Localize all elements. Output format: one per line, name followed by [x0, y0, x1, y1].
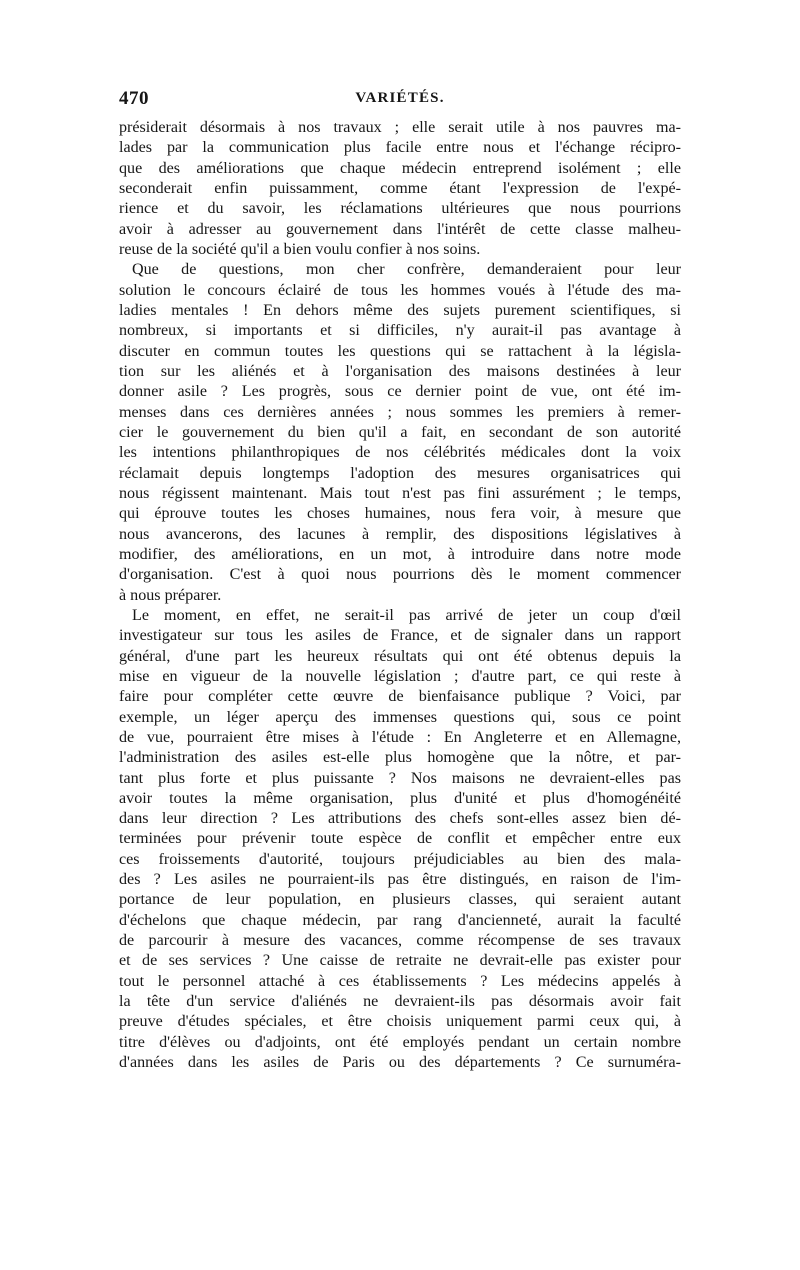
page-number: 470 [119, 88, 149, 109]
text-line: Que de questions, mon cher confrère, demanderaient pour leur [132, 261, 681, 279]
text-line: reuse de la société qu'il a bien voulu confier à nos soins. [119, 240, 481, 258]
body-text [119, 118, 681, 1073]
text-line: tant plus forte et plus puissante ? Nos maisons ne devraient-elles pas [119, 769, 681, 787]
text-line: cier le gouvernement du bien qu'il a fait, en secondant de son autorité [119, 423, 681, 441]
text-line: seconderait enfin puissamment, comme étant l'expression de l'expé- [119, 179, 681, 197]
text-line: preuve d'études spéciales, et être choisis uniquement parmi ceux qui, à [119, 1013, 681, 1031]
text-line: d'organisation. C'est à quoi nous pourrions dès le moment commencer [119, 566, 681, 584]
text-line: nous avancerons, des lacunes à remplir, des dispositions législatives à [119, 525, 681, 543]
text-line: d'échelons que chaque médecin, par rang d'ancienneté, aurait la faculté [119, 911, 681, 929]
text-line: rience et du savoir, les réclamations ultérieures que nous pourrions [119, 200, 681, 218]
text-line: faire pour compléter cette œuvre de bienfaisance publique ? Voici, par [119, 688, 681, 706]
text-line: portance de leur population, en plusieurs classes, qui seraient autant [119, 891, 681, 909]
text-line: des ? Les asiles ne pourraient-ils pas être distingués, en raison de l'im- [119, 871, 681, 889]
text-line: discuter en commun toutes les questions qui se rattachent à la législa- [119, 342, 681, 360]
text-line: à nous préparer. [119, 586, 222, 604]
page-header [119, 88, 681, 116]
text-line: l'administration des asiles est-elle plus homogène que la nôtre, et par- [119, 749, 681, 767]
text-line: présiderait désormais à nos travaux ; elle serait utile à nos pauvres ma- [119, 119, 681, 136]
text-line: investigateur sur tous les asiles de France, et de signaler dans un rapport [119, 627, 681, 645]
book-page [119, 88, 681, 1073]
text-line: réclamait depuis longtemps l'adoption des mesures organisatrices qui [119, 464, 681, 482]
text-line: que des améliorations que chaque médecin entreprend isolément ; elle [119, 159, 681, 177]
text-line: les intentions philanthropiques de nos célébrités médicales dont la voix [119, 444, 681, 462]
text-line: modifier, des améliorations, en un mot, à introduire dans notre mode [119, 545, 681, 563]
text-line: de parcourir à mesure des vacances, comme récompense de ses travaux [119, 932, 681, 950]
text-line: donner asile ? Les progrès, sous ce dernier point de vue, ont été im- [119, 383, 681, 401]
text-line: d'années dans les asiles de Paris ou des départements ? Ce surnuméra- [119, 1054, 681, 1072]
text-line: solution le concours éclairé de tous les hommes voués à l'étude des ma- [119, 281, 681, 299]
text-line: et de ses services ? Une caisse de retraite ne devrait-elle pas exister pour [119, 952, 681, 970]
text-line: de vue, pourraient être mises à l'étude : En Angleterre et en Allemagne, [119, 728, 681, 746]
text-line: lades par la communication plus facile entre nous et l'échange récipro- [119, 139, 681, 157]
text-line: menses dans ces dernières années ; nous sommes les premiers à remer- [119, 403, 681, 421]
text-line: ladies mentales ! En dehors même des sujets purement scientifiques, si [119, 301, 681, 319]
text-line: avoir toutes la même organisation, plus d'unité et plus d'homogénéité [119, 789, 681, 807]
text-line: nous régissent maintenant. Mais tout n'est pas fini assurément ; le temps, [119, 484, 681, 502]
text-line: titre d'élèves ou d'adjoints, ont été employés pendant un certain nombre [119, 1033, 681, 1051]
text-line: général, d'une part les heureux résultats qui ont été obtenus depuis la [119, 647, 681, 665]
text-line: qui éprouve toutes les choses humaines, nous fera voir, à mesure que [119, 505, 681, 523]
text-line: nombreux, si importants et si difficiles, n'y aurait-il pas avantage à [119, 322, 681, 340]
text-line: Le moment, en effet, ne serait-il pas arrivé de jeter un coup d'œil [132, 606, 681, 624]
text-line: avoir à adresser au gouvernement dans l'intérêt de cette classe malheu- [119, 220, 681, 238]
running-head: VARIÉTÉS. [355, 90, 445, 106]
text-line: la tête d'un service d'aliénés ne devraient-ils pas désormais avoir fait [119, 993, 681, 1011]
text-line: terminées pour prévenir toute espèce de conflit et empêcher entre eux [119, 830, 681, 848]
text-line: ces froissements d'autorité, toujours préjudiciables au bien des mala- [119, 850, 681, 868]
text-line: tout le personnel attaché à ces établissements ? Les médecins appelés à [119, 972, 681, 990]
text-line: tion sur les aliénés et à l'organisation des maisons destinées à leur [119, 362, 681, 380]
text-line: exemple, un léger aperçu des immenses questions qui, sous ce point [119, 708, 681, 726]
text-line: dans leur direction ? Les attributions des chefs sont-elles assez bien dé- [119, 810, 681, 828]
text-line: mise en vigueur de la nouvelle législation ; d'autre part, ce qui reste à [119, 667, 681, 685]
